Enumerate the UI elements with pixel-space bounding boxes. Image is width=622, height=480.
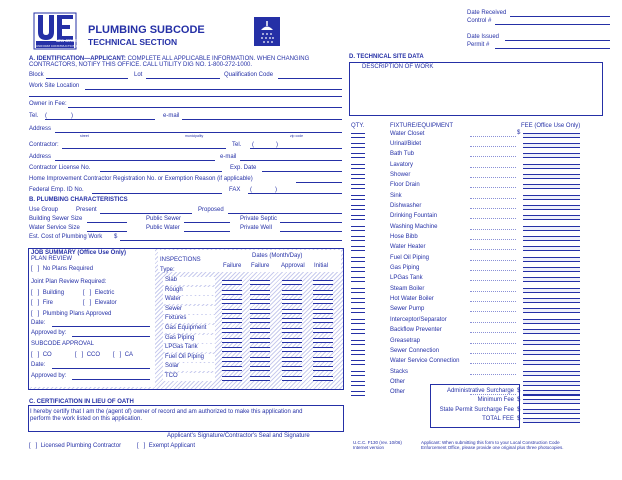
surcharge-label-2: State Permit Surcharge Fee bbox=[439, 406, 514, 413]
inspection-type-label: Type: bbox=[160, 267, 175, 273]
inspection-date-3-2[interactable] bbox=[282, 309, 302, 314]
fixture-fee-11[interactable] bbox=[523, 246, 580, 251]
applicant-note-2: Enforcement Office, please provide one original plus three photocopies. bbox=[421, 445, 564, 450]
inspection-date-6-0[interactable] bbox=[222, 338, 242, 343]
fixture-qty-25[interactable] bbox=[351, 391, 365, 396]
fixture-label-8: Drinking Fountain bbox=[390, 213, 438, 220]
inspection-date-10-0[interactable] bbox=[222, 376, 242, 381]
fixture-fee-10[interactable] bbox=[523, 236, 580, 241]
license-field[interactable] bbox=[100, 171, 222, 172]
fixture-label-3: Lavatory bbox=[390, 161, 414, 168]
signature-label: Applicant's Signature/Contractor's Seal and Signature bbox=[167, 433, 310, 439]
contractor-label: Contractor: bbox=[29, 142, 59, 148]
job-summary-heading: JOB SUMMARY (Office Use Only) bbox=[31, 250, 127, 256]
fixture-fee-24[interactable] bbox=[523, 381, 580, 386]
fixture-qty-24[interactable] bbox=[351, 381, 365, 386]
exp-date-label: Exp. Date bbox=[230, 165, 257, 171]
inspection-date-9-0[interactable] bbox=[222, 366, 242, 371]
subcode-approval-heading: SUBCODE APPROVAL bbox=[31, 341, 94, 347]
electric-checkbox[interactable]: [ ] bbox=[83, 290, 92, 296]
contractor-tel-field[interactable] bbox=[250, 148, 342, 149]
inspection-date-2-2[interactable] bbox=[282, 299, 302, 304]
fixture-label-4: Shower bbox=[390, 171, 411, 178]
home-improvement-label: Home Improvement Contractor Registration No. or Exemption Reason (if applicable) bbox=[29, 176, 253, 182]
inspection-date-8-2[interactable] bbox=[282, 357, 302, 362]
fixture-fee-4[interactable] bbox=[523, 174, 580, 179]
fixture-fee-22[interactable] bbox=[523, 360, 580, 365]
work-site-field-2[interactable] bbox=[29, 96, 342, 97]
fixture-qty-1[interactable] bbox=[351, 143, 365, 148]
inspection-type-2: Water bbox=[165, 296, 181, 303]
inspection-date-8-3[interactable] bbox=[313, 357, 333, 362]
form-number: U.C.C. F130 (rev. 10/06) bbox=[353, 440, 402, 445]
fixture-fee-15[interactable] bbox=[523, 288, 580, 293]
fixture-label-1: Urinal/Bidet bbox=[390, 140, 422, 147]
applicant-note-1: Applicant: When submitting this form to your Local Construction Code bbox=[421, 440, 560, 445]
fixture-qty-22[interactable] bbox=[351, 360, 365, 365]
owner-label: Owner in Fee: bbox=[29, 101, 67, 107]
fee-dollar: $ bbox=[517, 130, 521, 136]
inspection-date-4-1[interactable] bbox=[250, 318, 270, 323]
inspection-date-4-0[interactable] bbox=[222, 318, 242, 323]
plumbing-plans-checkbox[interactable]: [ ] bbox=[31, 311, 40, 317]
inspection-date-2-3[interactable] bbox=[313, 299, 333, 304]
inspection-date-1-3[interactable] bbox=[313, 290, 333, 295]
private-well-label: Private Well bbox=[240, 225, 272, 231]
section-a-instructions: CONTRACTORS, NOTIFY THIS OFFICE. CALL UTILITY DIG NO. 1-800-272-1000. bbox=[29, 62, 253, 68]
fixture-fee-5[interactable] bbox=[523, 184, 580, 189]
fixture-qty-12[interactable] bbox=[351, 257, 365, 262]
inspection-date-5-3[interactable] bbox=[313, 328, 333, 333]
fixture-fee-6[interactable] bbox=[523, 195, 580, 200]
water-service-field[interactable] bbox=[87, 231, 127, 232]
inspection-date-5-0[interactable] bbox=[222, 328, 242, 333]
home-improvement-field[interactable] bbox=[296, 182, 342, 183]
plan-approved-by-field[interactable] bbox=[72, 336, 150, 337]
section-d-heading: D. TECHNICAL SITE DATA bbox=[349, 54, 424, 60]
plan-approved-by-label: Approved by: bbox=[31, 330, 67, 336]
contractor-address-field[interactable] bbox=[55, 160, 215, 161]
fixture-fee-14[interactable] bbox=[523, 277, 580, 282]
inspection-date-7-1[interactable] bbox=[250, 347, 270, 352]
fixture-qty-0[interactable] bbox=[351, 133, 365, 138]
fixture-qty-20[interactable] bbox=[351, 340, 365, 345]
work-site-label: Work Site Location bbox=[29, 83, 80, 89]
fixture-label-21: Sewer Connection bbox=[390, 347, 440, 354]
fixture-label-23: Stacks bbox=[390, 368, 409, 375]
fixture-label-0: Water Closet bbox=[390, 130, 425, 137]
federal-id-label: Federal Emp. ID No. bbox=[29, 187, 84, 193]
owner-email-label: e-mail bbox=[163, 113, 180, 119]
inspection-type-5: Gas Equipment bbox=[165, 325, 207, 331]
section-c-heading: C. CERTIFICATION IN LIEU OF OATH bbox=[29, 399, 134, 405]
elevator-checkbox[interactable]: [ ] bbox=[83, 300, 92, 306]
contractor-email-label: e-mail bbox=[220, 154, 237, 160]
fixture-qty-4[interactable] bbox=[351, 174, 365, 179]
surcharge-fee-2[interactable] bbox=[523, 409, 580, 414]
inspection-type-8: Fuel Oil Piping bbox=[165, 353, 205, 360]
fixture-qty-18[interactable] bbox=[351, 319, 365, 324]
water-service-label: Water Service Size bbox=[29, 225, 80, 231]
fixture-qty-2[interactable] bbox=[351, 153, 365, 158]
certification-text-1: I hereby certify that I am the (agent of) owner of record and am authorized to make this application and bbox=[30, 409, 303, 415]
fixture-qty-16[interactable] bbox=[351, 298, 365, 303]
fixture-fee-20[interactable] bbox=[523, 340, 580, 345]
fixture-qty-13[interactable] bbox=[351, 267, 365, 272]
plan-date-label: Date: bbox=[31, 320, 46, 326]
fixture-label-17: Sewer Pump bbox=[390, 306, 425, 313]
license-label: Contractor License No. bbox=[29, 165, 91, 171]
form-version: Internet version bbox=[353, 445, 385, 450]
fixture-label-16: Hot Water Boiler bbox=[390, 296, 434, 303]
fax-field[interactable] bbox=[248, 193, 342, 194]
fixture-qty-14[interactable] bbox=[351, 277, 365, 282]
fixture-qty-11[interactable] bbox=[351, 246, 365, 251]
joint-plan-label: Joint Plan Review Required: bbox=[31, 279, 107, 285]
fixture-label-10: Hose Bibb bbox=[390, 234, 418, 240]
block-field[interactable] bbox=[46, 78, 128, 79]
inspection-date-1-0[interactable] bbox=[222, 290, 242, 295]
block-label: Block bbox=[29, 72, 44, 78]
fixture-fee-7[interactable] bbox=[523, 205, 580, 210]
proposed-label: Proposed bbox=[198, 207, 224, 213]
fixture-fee-23[interactable] bbox=[523, 371, 580, 376]
certification-text-2: perform the work listed on this application. bbox=[30, 416, 143, 422]
section-a-heading: A. IDENTIFICATION—APPLICANT: COMPLETE ALL APPLICABLE INFORMATION. WHEN CHANGING bbox=[29, 56, 310, 62]
fixture-label-6: Sink bbox=[390, 192, 402, 199]
exempt-checkbox[interactable]: [ ] bbox=[137, 443, 146, 449]
private-septic-field[interactable] bbox=[280, 222, 342, 223]
inspection-date-6-3[interactable] bbox=[313, 338, 333, 343]
fixture-fee-3[interactable] bbox=[523, 164, 580, 169]
inspection-type-9: Solar bbox=[165, 363, 180, 370]
section-b-heading: B. PLUMBING CHARACTERISTICS bbox=[29, 197, 128, 203]
shower-icon bbox=[254, 17, 280, 46]
owner-tel-label: Tel. bbox=[29, 113, 39, 119]
subcode-date-field[interactable] bbox=[52, 368, 150, 369]
owner-address-label: Address bbox=[29, 126, 52, 132]
contractor-address-label: Address bbox=[29, 154, 52, 160]
fixture-label-11: Water Heater bbox=[390, 244, 426, 251]
lot-field[interactable] bbox=[146, 78, 220, 79]
fixture-fee-8[interactable] bbox=[523, 215, 580, 220]
inspection-date-0-2[interactable] bbox=[282, 280, 302, 285]
subcode-approved-by-field[interactable] bbox=[72, 379, 150, 380]
inspection-date-10-3[interactable] bbox=[313, 376, 333, 381]
cco-checkbox[interactable]: [ ] bbox=[75, 352, 84, 358]
fixture-label-20: Greasetrap bbox=[390, 337, 421, 344]
inspection-date-8-1[interactable] bbox=[250, 357, 270, 362]
licensed-checkbox[interactable]: [ ] bbox=[29, 443, 38, 449]
work-site-field[interactable] bbox=[85, 89, 342, 90]
fixture-label-5: Floor Drain bbox=[390, 182, 420, 189]
building-sewer-field[interactable] bbox=[87, 222, 127, 223]
fixture-fee-21[interactable] bbox=[523, 350, 580, 355]
no-plans-checkbox[interactable]: [ ] bbox=[31, 266, 40, 272]
owner-email-field[interactable] bbox=[182, 119, 342, 120]
inspection-date-9-2[interactable] bbox=[282, 366, 302, 371]
dates-heading: Dates (Month/Day) bbox=[252, 253, 303, 259]
form-title: PLUMBING SUBCODE bbox=[88, 24, 205, 36]
inspection-date-1-1[interactable] bbox=[250, 290, 270, 295]
surcharge-label-1: Minimum Fee bbox=[477, 397, 514, 404]
fixture-qty-3[interactable] bbox=[351, 164, 365, 169]
inspection-date-6-2[interactable] bbox=[282, 338, 302, 343]
col-initial: Initial bbox=[314, 263, 329, 269]
inspection-date-5-2[interactable] bbox=[282, 328, 302, 333]
inspection-date-3-0[interactable] bbox=[222, 309, 242, 314]
inspection-date-3-3[interactable] bbox=[313, 309, 333, 314]
est-cost-label: Est. Cost of Plumbing Work bbox=[29, 234, 103, 240]
inspection-date-0-1[interactable] bbox=[250, 280, 270, 285]
inspection-date-3-1[interactable] bbox=[250, 309, 270, 314]
inspection-date-10-1[interactable] bbox=[250, 376, 270, 381]
inspection-date-4-2[interactable] bbox=[282, 318, 302, 323]
fixture-fee-1[interactable] bbox=[523, 143, 580, 148]
public-sewer-label: Public Sewer bbox=[146, 216, 182, 222]
ca-checkbox[interactable]: [ ] bbox=[113, 352, 122, 358]
fixture-qty-15[interactable] bbox=[351, 288, 365, 293]
fixture-fee-16[interactable] bbox=[523, 298, 580, 303]
use-group-label: Use Group bbox=[29, 207, 59, 213]
private-well-field[interactable] bbox=[280, 231, 342, 232]
fixture-label-9: Washing Machine bbox=[390, 223, 438, 230]
inspection-type-0: Slab bbox=[165, 277, 178, 283]
plan-review-heading: PLAN REVIEW bbox=[31, 256, 73, 262]
building-sewer-label: Building Sewer Size bbox=[29, 216, 83, 222]
fixture-heading: FIXTURE/EQUIPMENT bbox=[390, 123, 454, 129]
control-no-label: Control # bbox=[467, 18, 492, 24]
owner-address-field[interactable] bbox=[55, 132, 342, 133]
fixture-qty-17[interactable] bbox=[351, 308, 365, 313]
private-septic-label: Private Septic bbox=[240, 216, 278, 222]
inspection-date-0-0[interactable] bbox=[222, 280, 242, 285]
fixture-label-19: Backflow Preventer bbox=[390, 327, 442, 334]
subcode-date-label: Date: bbox=[31, 362, 46, 368]
permit-no-label: Permit # bbox=[467, 42, 490, 48]
qty-heading: QTY. bbox=[351, 123, 365, 129]
inspection-type-4: Fixtures bbox=[165, 315, 187, 322]
present-label: Present bbox=[76, 207, 97, 213]
exp-date-field[interactable] bbox=[262, 171, 342, 172]
surcharge-fee-3[interactable] bbox=[523, 418, 580, 423]
date-issued-label: Date Issued bbox=[467, 34, 500, 40]
date-received-label: Date Received bbox=[467, 10, 507, 16]
public-water-label: Public Water bbox=[146, 225, 180, 231]
fixture-fee-19[interactable] bbox=[523, 329, 580, 334]
public-water-field[interactable] bbox=[184, 231, 230, 232]
inspection-type-10: TCO bbox=[165, 373, 178, 379]
owner-tel-field[interactable] bbox=[45, 119, 155, 120]
surcharge-label-3: TOTAL FEE bbox=[482, 415, 514, 422]
inspection-date-10-2[interactable] bbox=[282, 376, 302, 381]
fixture-label-25: Other bbox=[390, 389, 406, 396]
inspection-date-7-0[interactable] bbox=[222, 347, 242, 352]
building-checkbox[interactable]: [ ] bbox=[31, 290, 40, 296]
col-failure-2: Failure bbox=[251, 263, 270, 269]
plan-date-field[interactable] bbox=[52, 326, 150, 327]
fixture-fee-9[interactable] bbox=[523, 226, 580, 231]
surcharge-fee-0[interactable] bbox=[523, 390, 580, 395]
fire-checkbox[interactable]: [ ] bbox=[31, 300, 40, 306]
owner-field[interactable] bbox=[68, 107, 342, 108]
fixture-label-12: Fuel Oil Piping bbox=[390, 254, 430, 261]
fixture-qty-5[interactable] bbox=[351, 184, 365, 189]
fixture-label-13: Gas Piping bbox=[390, 265, 420, 272]
fixture-qty-7[interactable] bbox=[351, 205, 365, 210]
qual-code-field[interactable] bbox=[278, 78, 342, 79]
present-field[interactable] bbox=[100, 213, 192, 214]
col-approval: Approval bbox=[281, 263, 305, 269]
fixture-label-14: LPGas Tank bbox=[390, 275, 423, 282]
inspection-date-2-0[interactable] bbox=[222, 299, 242, 304]
fixture-fee-2[interactable] bbox=[523, 153, 580, 158]
logo-subtext: UNIFORM CONSTRUCTION CODE bbox=[36, 44, 85, 48]
col-failure-1: Failure bbox=[223, 263, 242, 269]
fixture-qty-6[interactable] bbox=[351, 195, 365, 200]
fixture-fee-17[interactable] bbox=[523, 308, 580, 313]
proposed-field[interactable] bbox=[228, 213, 342, 214]
public-sewer-field[interactable] bbox=[184, 222, 230, 223]
inspection-date-5-1[interactable] bbox=[250, 328, 270, 333]
fixture-label-15: Steam Boiler bbox=[390, 285, 425, 292]
fixture-label-18: Interceptor/Separator bbox=[390, 316, 447, 323]
inspection-date-9-3[interactable] bbox=[313, 366, 333, 371]
inspection-type-3: Sewer bbox=[165, 305, 183, 312]
inspection-date-8-0[interactable] bbox=[222, 357, 242, 362]
inspection-date-7-2[interactable] bbox=[282, 347, 302, 352]
federal-id-field[interactable] bbox=[92, 193, 222, 194]
inspection-date-4-3[interactable] bbox=[313, 318, 333, 323]
fixture-fee-12[interactable] bbox=[523, 257, 580, 262]
fixture-label-22: Water Service Connection bbox=[390, 358, 460, 365]
lot-label: Lot bbox=[134, 72, 143, 78]
inspection-date-1-2[interactable] bbox=[282, 290, 302, 295]
fixture-qty-19[interactable] bbox=[351, 329, 365, 334]
inspection-date-7-3[interactable] bbox=[313, 347, 333, 352]
inspection-type-6: Gas Piping bbox=[165, 334, 195, 341]
fixture-fee-18[interactable] bbox=[523, 319, 580, 324]
fax-label: FAX bbox=[229, 187, 241, 193]
contractor-field[interactable] bbox=[62, 148, 226, 149]
inspection-date-2-1[interactable] bbox=[250, 299, 270, 304]
fixture-label-24: Other bbox=[390, 378, 406, 385]
inspection-date-9-1[interactable] bbox=[250, 366, 270, 371]
inspection-type-7: LPGas Tank bbox=[165, 344, 198, 351]
contractor-tel-label: Tel. bbox=[232, 142, 242, 148]
fixture-label-7: Dishwasher bbox=[390, 202, 422, 209]
qual-code-label: Qualification Code bbox=[224, 72, 274, 78]
description-label: DESCRIPTION OF WORK bbox=[362, 64, 434, 70]
inspection-date-6-1[interactable] bbox=[250, 338, 270, 343]
form-subtitle: TECHNICAL SECTION bbox=[88, 37, 178, 47]
fixture-label-2: Bath Tub bbox=[390, 151, 415, 158]
co-checkbox[interactable]: [ ] bbox=[31, 352, 40, 358]
contractor-email-field[interactable] bbox=[240, 160, 342, 161]
fixture-qty-21[interactable] bbox=[351, 350, 365, 355]
surcharge-label-0: Administrative Surcharge bbox=[446, 388, 514, 394]
est-cost-field[interactable] bbox=[120, 240, 342, 241]
logo-text: NEW JERSEY bbox=[56, 39, 79, 43]
fixture-qty-10[interactable] bbox=[351, 236, 365, 241]
fixture-qty-8[interactable] bbox=[351, 215, 365, 220]
fee-heading: FEE (Office Use Only) bbox=[521, 123, 581, 129]
inspection-date-0-3[interactable] bbox=[313, 280, 333, 285]
fixture-qty-23[interactable] bbox=[351, 371, 365, 376]
surcharge-fee-1[interactable] bbox=[523, 399, 580, 404]
inspections-heading: INSPECTIONS bbox=[160, 257, 201, 263]
fixture-fee-0[interactable] bbox=[523, 133, 580, 138]
subcode-approved-by-label: Approved by: bbox=[31, 373, 67, 379]
inspection-type-1: Rough bbox=[165, 286, 183, 293]
fixture-qty-9[interactable] bbox=[351, 226, 365, 231]
fixture-fee-13[interactable] bbox=[523, 267, 580, 272]
